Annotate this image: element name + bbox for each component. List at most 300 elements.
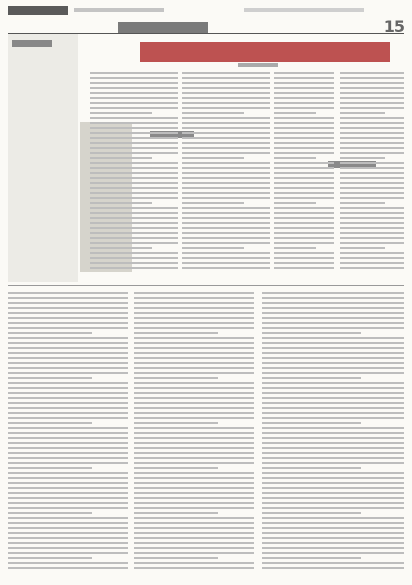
text-line: [8, 432, 128, 434]
text-line: [134, 297, 254, 299]
text-line: [182, 257, 270, 259]
text-line: [182, 122, 270, 124]
text-line: [182, 207, 270, 209]
text-line: [8, 307, 128, 309]
text-line: [134, 362, 254, 364]
text-line: [262, 337, 404, 339]
text-line: [274, 267, 334, 269]
text-line: [8, 352, 128, 354]
text-line: [182, 127, 270, 129]
text-line: [274, 92, 334, 94]
sidebar-title: [12, 40, 52, 47]
text-line: [262, 552, 404, 554]
text-line: [134, 442, 254, 444]
text-line: [90, 87, 178, 89]
text-line: [262, 437, 404, 439]
text-line: [262, 317, 404, 319]
text-line: [340, 162, 404, 164]
text-line: [340, 242, 404, 244]
text-line: [8, 477, 128, 479]
text-line: [340, 252, 404, 254]
text-line: [90, 72, 178, 74]
text-line: [340, 157, 385, 159]
text-line: [340, 247, 385, 249]
text-line: [8, 482, 128, 484]
page-number: 15: [383, 17, 404, 36]
text-line: [340, 102, 404, 104]
text-line: [8, 362, 128, 364]
text-column-3: [274, 72, 334, 272]
text-line: [134, 347, 254, 349]
text-line: [182, 212, 270, 214]
text-line: [8, 537, 128, 539]
text-line: [274, 227, 334, 229]
text-line: [274, 132, 334, 134]
text-line: [340, 207, 404, 209]
text-line: [8, 397, 128, 399]
text-line: [134, 477, 254, 479]
text-line: [262, 527, 404, 529]
text-line: [8, 417, 128, 419]
text-line: [262, 492, 404, 494]
text-line: [8, 492, 128, 494]
text-line: [274, 242, 334, 244]
text-line: [90, 212, 178, 214]
text-line: [262, 512, 361, 514]
text-line: [134, 392, 254, 394]
text-line: [262, 517, 404, 519]
text-line: [182, 152, 270, 154]
text-line: [134, 467, 218, 469]
text-line: [262, 487, 404, 489]
text-line: [8, 457, 128, 459]
text-line: [90, 257, 178, 259]
text-line: [262, 312, 404, 314]
text-line: [274, 252, 334, 254]
text-line: [262, 537, 404, 539]
text-line: [340, 147, 404, 149]
text-line: [262, 472, 404, 474]
text-line: [274, 87, 334, 89]
text-line: [134, 557, 218, 559]
text-line: [90, 122, 178, 124]
text-line: [134, 502, 254, 504]
text-line: [134, 327, 254, 329]
text-column-4: [340, 72, 404, 272]
text-line: [134, 407, 254, 409]
text-line: [274, 222, 334, 224]
text-line: [262, 372, 404, 374]
text-line: [262, 387, 404, 389]
text-line: [8, 467, 92, 469]
text-line: [182, 262, 270, 264]
text-line: [274, 247, 316, 249]
text-line: [90, 82, 178, 84]
text-line: [340, 142, 404, 144]
text-line: [90, 242, 178, 244]
text-line: [90, 267, 178, 269]
text-line: [340, 87, 404, 89]
text-line: [262, 292, 404, 294]
text-line: [134, 302, 254, 304]
text-line: [134, 307, 254, 309]
text-line: [182, 202, 244, 204]
text-line: [340, 82, 404, 84]
text-column-7: [262, 292, 404, 572]
text-line: [134, 512, 218, 514]
text-line: [274, 82, 334, 84]
text-line: [90, 162, 178, 164]
text-line: [262, 417, 404, 419]
text-line: [134, 372, 254, 374]
text-line: [8, 412, 128, 414]
text-line: [262, 302, 404, 304]
text-line: [134, 482, 254, 484]
text-line: [8, 302, 128, 304]
text-line: [262, 332, 361, 334]
text-line: [8, 527, 128, 529]
text-line: [274, 117, 334, 119]
text-line: [8, 502, 128, 504]
text-line: [182, 197, 270, 199]
text-line: [8, 327, 128, 329]
text-line: [8, 317, 128, 319]
text-line: [182, 112, 244, 114]
text-line: [134, 522, 254, 524]
text-line: [262, 342, 404, 344]
text-line: [340, 77, 404, 79]
text-line: [274, 257, 334, 259]
text-line: [8, 332, 92, 334]
text-line: [274, 262, 334, 264]
text-line: [134, 547, 254, 549]
text-line: [340, 112, 385, 114]
text-line: [262, 567, 404, 569]
text-line: [262, 542, 404, 544]
text-line: [134, 472, 254, 474]
text-line: [182, 242, 270, 244]
text-line: [134, 437, 254, 439]
text-line: [340, 192, 404, 194]
text-line: [182, 167, 270, 169]
text-line: [262, 322, 404, 324]
text-line: [90, 237, 178, 239]
text-line: [8, 557, 92, 559]
text-line: [8, 507, 128, 509]
text-line: [340, 217, 404, 219]
text-line: [134, 562, 254, 564]
text-line: [274, 77, 334, 79]
text-line: [340, 127, 404, 129]
text-line: [262, 557, 361, 559]
text-line: [274, 202, 316, 204]
text-line: [274, 97, 334, 99]
text-line: [182, 87, 270, 89]
text-line: [90, 207, 178, 209]
text-line: [134, 507, 254, 509]
text-line: [90, 232, 178, 234]
text-line: [8, 342, 128, 344]
text-line: [134, 317, 254, 319]
text-column-5: [8, 292, 128, 572]
text-line: [8, 472, 128, 474]
text-line: [134, 322, 254, 324]
text-line: [134, 517, 254, 519]
text-line: [90, 112, 152, 114]
text-line: [182, 192, 270, 194]
text-line: [134, 447, 254, 449]
text-line: [8, 497, 128, 499]
text-line: [8, 517, 128, 519]
text-line: [340, 117, 404, 119]
text-column-2: [182, 72, 270, 272]
text-line: [90, 92, 178, 94]
text-line: [262, 442, 404, 444]
text-line: [8, 552, 128, 554]
text-line: [90, 182, 178, 184]
text-line: [262, 432, 404, 434]
text-line: [90, 152, 178, 154]
section-divider: [8, 285, 404, 286]
text-line: [8, 452, 128, 454]
text-line: [262, 347, 404, 349]
text-line: [274, 147, 334, 149]
text-line: [90, 227, 178, 229]
text-line: [274, 177, 334, 179]
text-line: [134, 457, 254, 459]
text-line: [8, 447, 128, 449]
text-line: [134, 382, 254, 384]
headline: [140, 42, 390, 62]
text-line: [90, 187, 178, 189]
text-line: [262, 547, 404, 549]
text-line: [8, 567, 128, 569]
text-line: [274, 152, 334, 154]
text-line: [340, 232, 404, 234]
masthead-logo-icon: [8, 6, 68, 15]
text-line: [274, 162, 334, 164]
sidebar: [8, 34, 78, 282]
text-line: [90, 167, 178, 169]
text-line: [274, 72, 334, 74]
text-line: [182, 162, 270, 164]
text-line: [274, 172, 334, 174]
text-line: [274, 192, 334, 194]
text-line: [134, 402, 254, 404]
text-line: [182, 187, 270, 189]
text-line: [182, 142, 270, 144]
text-line: [340, 177, 404, 179]
text-line: [340, 257, 404, 259]
text-line: [8, 547, 128, 549]
text-line: [8, 377, 92, 379]
text-line: [8, 347, 128, 349]
text-line: [8, 437, 128, 439]
text-line: [134, 492, 254, 494]
text-line: [8, 357, 128, 359]
text-line: [182, 247, 244, 249]
text-line: [262, 357, 404, 359]
text-line: [274, 157, 316, 159]
text-line: [8, 372, 128, 374]
text-line: [182, 172, 270, 174]
text-line: [182, 217, 270, 219]
text-line: [134, 377, 218, 379]
text-line: [262, 477, 404, 479]
text-line: [134, 527, 254, 529]
text-line: [262, 467, 361, 469]
text-line: [274, 217, 334, 219]
text-line: [182, 102, 270, 104]
text-line: [8, 367, 128, 369]
text-line: [134, 387, 254, 389]
text-line: [182, 137, 270, 139]
text-line: [90, 97, 178, 99]
text-line: [274, 237, 334, 239]
text-line: [90, 247, 152, 249]
text-line: [182, 147, 270, 149]
text-line: [8, 392, 128, 394]
masthead-right-info: [244, 8, 364, 12]
text-line: [340, 187, 404, 189]
text-line: [134, 427, 254, 429]
text-line: [134, 552, 254, 554]
text-line: [90, 192, 178, 194]
text-line: [90, 157, 152, 159]
text-line: [262, 427, 404, 429]
text-line: [262, 522, 404, 524]
text-line: [274, 207, 334, 209]
text-line: [274, 112, 316, 114]
text-line: [182, 77, 270, 79]
text-line: [340, 97, 404, 99]
text-line: [134, 422, 218, 424]
text-column-1: [90, 72, 178, 272]
text-line: [134, 537, 254, 539]
text-line: [90, 147, 178, 149]
byline: [238, 63, 278, 67]
text-line: [134, 462, 254, 464]
text-line: [134, 352, 254, 354]
text-line: [340, 107, 404, 109]
text-line: [262, 502, 404, 504]
text-line: [340, 237, 404, 239]
text-line: [134, 417, 254, 419]
text-line: [340, 202, 385, 204]
text-line: [262, 297, 404, 299]
text-line: [8, 512, 92, 514]
text-line: [340, 137, 404, 139]
text-line: [90, 222, 178, 224]
text-line: [182, 252, 270, 254]
text-line: [90, 202, 152, 204]
text-line: [274, 197, 334, 199]
text-line: [262, 422, 361, 424]
text-line: [134, 367, 254, 369]
text-line: [262, 382, 404, 384]
section-band: [8, 17, 404, 36]
text-line: [134, 487, 254, 489]
text-line: [134, 312, 254, 314]
text-line: [8, 297, 128, 299]
text-line: [274, 212, 334, 214]
text-line: [262, 457, 404, 459]
text-line: [262, 532, 404, 534]
text-line: [340, 122, 404, 124]
text-line: [262, 452, 404, 454]
text-line: [274, 187, 334, 189]
masthead: [8, 5, 404, 19]
text-line: [134, 332, 218, 334]
text-line: [262, 392, 404, 394]
text-line: [182, 222, 270, 224]
text-line: [274, 137, 334, 139]
text-line: [134, 542, 254, 544]
text-line: [262, 307, 404, 309]
text-line: [182, 232, 270, 234]
text-line: [262, 447, 404, 449]
text-line: [134, 532, 254, 534]
text-line: [90, 137, 178, 139]
text-line: [8, 562, 128, 564]
text-line: [8, 522, 128, 524]
text-line: [182, 227, 270, 229]
text-line: [90, 217, 178, 219]
text-line: [134, 397, 254, 399]
text-line: [90, 117, 178, 119]
headline-block: [140, 38, 400, 68]
text-line: [262, 327, 404, 329]
text-line: [262, 562, 404, 564]
text-line: [90, 127, 178, 129]
text-line: [134, 567, 254, 569]
text-line: [262, 482, 404, 484]
text-line: [90, 252, 178, 254]
text-line: [90, 177, 178, 179]
text-line: [134, 292, 254, 294]
text-line: [8, 462, 128, 464]
text-line: [274, 232, 334, 234]
text-line: [8, 312, 128, 314]
text-line: [134, 342, 254, 344]
text-line: [262, 462, 404, 464]
text-line: [90, 107, 178, 109]
text-line: [90, 77, 178, 79]
text-line: [262, 352, 404, 354]
text-line: [274, 182, 334, 184]
text-line: [340, 172, 404, 174]
text-line: [262, 407, 404, 409]
text-line: [8, 402, 128, 404]
text-line: [8, 292, 128, 294]
text-line: [340, 262, 404, 264]
text-line: [8, 487, 128, 489]
text-line: [274, 127, 334, 129]
text-column-6: [134, 292, 254, 572]
text-line: [340, 227, 404, 229]
text-line: [274, 167, 334, 169]
text-line: [90, 197, 178, 199]
text-line: [8, 442, 128, 444]
text-line: [262, 497, 404, 499]
text-line: [90, 142, 178, 144]
text-line: [340, 212, 404, 214]
text-line: [182, 72, 270, 74]
text-line: [134, 432, 254, 434]
text-line: [340, 267, 404, 269]
text-line: [8, 427, 128, 429]
text-line: [262, 362, 404, 364]
